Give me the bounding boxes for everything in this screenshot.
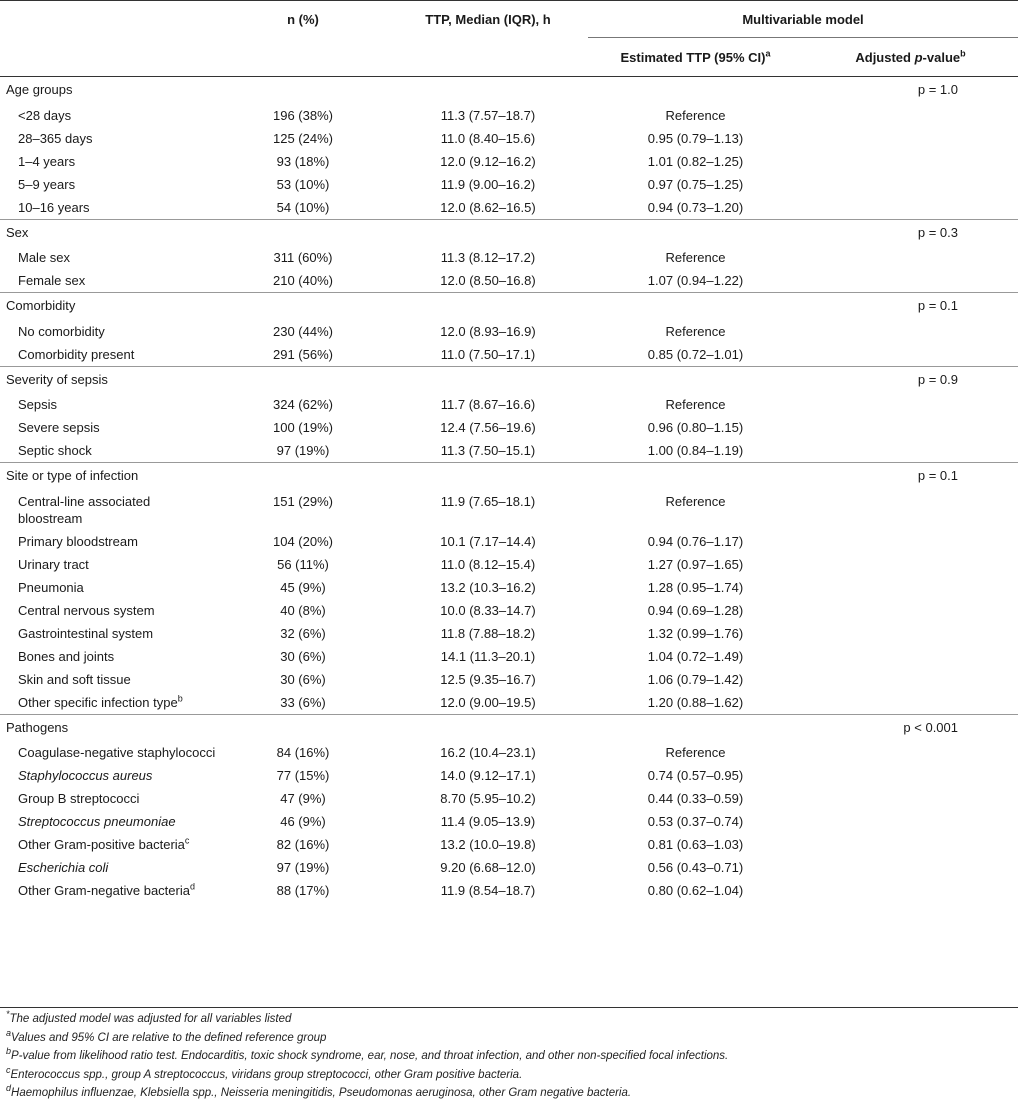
count-percent: 100 (19%) [273, 420, 333, 435]
table-row [0, 691, 1018, 715]
count-percent: 84 (16%) [276, 745, 330, 760]
row-label: Comorbidity present [18, 346, 135, 362]
category-label: Severity of sepsis [6, 371, 108, 387]
footnote: $^b$P-value from likelihood ratio test. Endocarditis, toxic shock syndrome, ear, nose, and throat infection, and other non-specified focal infections. [6, 1046, 729, 1062]
ttp-median: 9.20 (6.68–12.0) [440, 860, 536, 875]
estimated-ttp: 1.06 (0.79–1.42) [647, 671, 744, 687]
category-label: Age groups [6, 82, 73, 97]
estimated-ttp: Reference [665, 745, 726, 760]
ttp-median: 8.70 (5.95–10.2) [440, 791, 536, 806]
adjusted-p-value: p = 0.3 [917, 224, 958, 240]
estimated-ttp: 1.01 (0.82–1.25) [647, 153, 744, 169]
row-label: Gastrointestinal system [18, 625, 154, 641]
row-label: Septic shock [18, 443, 92, 458]
estimated-ttp: 1.07 (0.94–1.22) [647, 273, 744, 288]
count-percent: 125 (24%) [273, 130, 333, 146]
ttp-median: 11.0 (8.40–15.6) [440, 130, 536, 146]
category-row [0, 77, 1018, 104]
count-percent: 151 (29%) [273, 493, 333, 509]
ttp-median: 12.5 (9.35–16.7) [440, 671, 536, 687]
footnote: $^d$Haemophilus influenzae, Klebsiella spp., Neisseria meningitidis, Pseudomonas aeruginosa, other Gram negative bacteria. [6, 1083, 632, 1099]
ttp-median: 14.0 (9.12–17.1) [440, 768, 536, 783]
estimated-ttp: 1.20 (0.88–1.62) [647, 694, 744, 710]
count-percent: 47 (9%) [280, 791, 326, 806]
row-label: Escherichia coli [18, 860, 109, 875]
row-label: Sepsis [18, 397, 58, 412]
table-row [0, 320, 1018, 343]
adjusted-p-value: p < 0.001 [903, 719, 958, 735]
count-percent: 82 (16%) [276, 837, 330, 852]
row-label: Primary bloodstream [18, 533, 138, 549]
table-row [0, 553, 1018, 576]
count-percent: 33 (6%) [280, 694, 326, 710]
ttp-median: 11.3 (7.57–18.7) [440, 107, 536, 123]
count-percent: 56 (11%) [277, 556, 329, 572]
ttp-median: 14.1 (11.3–20.1) [440, 648, 536, 664]
count-percent: 93 (18%) [276, 153, 330, 169]
row-label: Staphylococcus aureus [18, 768, 153, 783]
ttp-median: 12.0 (8.93–16.9) [440, 323, 536, 339]
estimated-ttp: 1.27 (0.97–1.65) [647, 556, 744, 572]
row-label: Female sex [18, 273, 86, 288]
row-label: 28–365 days [18, 130, 93, 146]
table-row [0, 622, 1018, 645]
row-label: Other Gram-negative bacteria$^d$ [18, 881, 195, 898]
count-percent: 210 (40%) [273, 273, 333, 288]
ttp-median: 11.3 (8.12–17.2) [440, 250, 536, 265]
ttp-median: 11.9 (9.00–16.2) [440, 176, 536, 192]
table-row [0, 645, 1018, 668]
row-label: Male sex [18, 250, 71, 265]
estimated-ttp: 0.81 (0.63–1.03) [647, 837, 744, 852]
adjusted-p-value: p = 1.0 [917, 82, 958, 97]
ttp-median: 11.0 (7.50–17.1) [440, 346, 536, 362]
table-header [0, 1, 1018, 77]
table-row [0, 741, 1018, 764]
ttp-median: 11.0 (8.12–15.4) [440, 556, 536, 572]
row-label: No comorbidity [18, 323, 105, 339]
estimated-ttp: Reference [665, 250, 726, 265]
header-multivariable: Multivariable model [588, 1, 1018, 38]
header-adjusted-p: Adjusted p-value$^b$ [855, 48, 966, 65]
ttp-median: 11.7 (8.67–16.6) [440, 397, 536, 412]
row-label: Skin and soft tissue [18, 671, 131, 687]
category-label: Sex [6, 224, 29, 240]
table-row [0, 196, 1018, 220]
adjusted-p-value: p = 0.9 [917, 371, 958, 387]
count-percent: 53 (10%) [276, 176, 330, 192]
table-row [0, 530, 1018, 553]
table-row [0, 856, 1018, 879]
footnote: $^c$Enterococcus spp., group A streptococcus, viridans group streptococci, other Gram positive bacteria. [6, 1064, 523, 1081]
estimated-ttp: Reference [665, 493, 726, 509]
ttp-median: 11.3 (7.50–15.1) [440, 443, 536, 458]
table-row [0, 787, 1018, 810]
table-row [0, 490, 1018, 530]
row-label: Other specific infection type$^b$ [18, 693, 183, 710]
category-label: Comorbidity [6, 298, 76, 313]
row-label: Coagulase-negative staphylococci [18, 745, 216, 760]
count-percent: 196 (38%) [273, 107, 333, 123]
count-percent: 97 (19%) [276, 860, 330, 875]
header-estimated-ttp: Estimated TTP (95% CI)$^a$ [620, 48, 771, 65]
table-row [0, 269, 1018, 293]
estimated-ttp: 0.94 (0.76–1.17) [647, 533, 744, 549]
category-row [0, 293, 1018, 320]
count-percent: 88 (17%) [276, 883, 330, 898]
ttp-median: 12.0 (9.00–19.5) [440, 694, 536, 710]
table-row [0, 173, 1018, 196]
count-percent: 40 (8%) [280, 602, 326, 618]
table-row [0, 416, 1018, 439]
ttp-median: 12.4 (7.56–19.6) [440, 420, 536, 435]
table-row [0, 104, 1018, 127]
count-percent: 32 (6%) [280, 625, 326, 641]
footnotes [0, 1007, 1018, 1103]
category-row [0, 366, 1018, 393]
table-row [0, 668, 1018, 691]
ttp-median: 10.0 (8.33–14.7) [440, 602, 536, 618]
row-label: 10–16 years [18, 199, 90, 215]
table-row [0, 343, 1018, 367]
count-percent: 311 (60%) [273, 250, 333, 265]
ttp-median: 13.2 (10.0–19.8) [440, 837, 536, 852]
estimated-ttp: Reference [665, 107, 726, 123]
category-row [0, 219, 1018, 246]
table-row [0, 439, 1018, 463]
estimated-ttp: 0.74 (0.57–0.95) [647, 768, 744, 783]
estimated-ttp: 0.94 (0.73–1.20) [647, 199, 744, 215]
table-row [0, 246, 1018, 269]
category-row [0, 714, 1018, 741]
estimated-ttp: 0.95 (0.79–1.13) [647, 130, 744, 146]
estimated-ttp: 0.80 (0.62–1.04) [647, 883, 744, 898]
ttp-median: 16.2 (10.4–23.1) [440, 745, 536, 760]
table-row [0, 576, 1018, 599]
count-percent: 291 (56%) [273, 346, 333, 362]
table-row [0, 599, 1018, 622]
ttp-median: 11.9 (7.65–18.1) [440, 493, 536, 509]
ttp-median: 10.1 (7.17–14.4) [440, 533, 536, 549]
row-label: Severe sepsis [18, 420, 100, 435]
table-row [0, 764, 1018, 787]
table-row [0, 393, 1018, 416]
table-row [0, 127, 1018, 150]
count-percent: 230 (44%) [273, 323, 333, 339]
count-percent: 30 (6%) [280, 671, 326, 687]
row-label: 1–4 years [18, 153, 76, 169]
table-row [0, 879, 1018, 902]
category-label: Site or type of infection [6, 468, 139, 483]
estimated-ttp: 1.32 (0.99–1.76) [647, 625, 744, 641]
footnote: *The adjusted model was adjusted for all variables listed [6, 1009, 292, 1025]
header-n: n (%) [287, 11, 319, 27]
table-row [0, 833, 1018, 856]
table-row [0, 810, 1018, 833]
row-label: Pneumonia [18, 579, 84, 595]
ttp-median: 13.2 (10.3–16.2) [440, 579, 536, 595]
ttp-median: 12.0 (8.50–16.8) [440, 273, 536, 288]
row-label: Group B streptococci [18, 791, 140, 806]
row-label: <28 days [18, 107, 72, 123]
row-label: Central-line associated bloostream [18, 493, 151, 526]
estimated-ttp: 0.96 (0.80–1.15) [647, 420, 744, 435]
adjusted-p-value: p = 0.1 [917, 468, 958, 483]
estimated-ttp: 0.85 (0.72–1.01) [647, 346, 744, 362]
row-label: Other Gram-positive bacteria$^c$ [18, 835, 190, 852]
estimated-ttp: 0.56 (0.43–0.71) [647, 860, 744, 875]
ttp-median: 11.8 (7.88–18.2) [440, 625, 536, 641]
estimated-ttp: Reference [665, 397, 726, 412]
ttp-median: 12.0 (8.62–16.5) [440, 199, 536, 215]
row-label: Urinary tract [18, 556, 89, 572]
ttp-median: 11.9 (8.54–18.7) [440, 883, 536, 898]
estimated-ttp: 1.04 (0.72–1.49) [647, 648, 744, 664]
estimated-ttp: Reference [665, 323, 726, 339]
row-label: Central nervous system [18, 602, 155, 618]
table-body [0, 77, 1018, 903]
count-percent: 324 (62%) [273, 397, 333, 412]
estimated-ttp: 0.44 (0.33–0.59) [647, 791, 744, 806]
estimated-ttp: 0.94 (0.69–1.28) [647, 602, 744, 618]
row-label: Bones and joints [18, 648, 115, 664]
estimated-ttp: 1.28 (0.95–1.74) [647, 579, 744, 595]
adjusted-p-value: p = 0.1 [917, 298, 958, 313]
count-percent: 77 (15%) [276, 768, 330, 783]
row-label: Streptococcus pneumoniae [18, 814, 176, 829]
category-row [0, 463, 1018, 490]
row-label: 5–9 years [18, 176, 76, 192]
count-percent: 30 (6%) [280, 648, 326, 664]
count-percent: 104 (20%) [273, 533, 333, 549]
category-label: Pathogens [6, 719, 69, 735]
header-ttp: TTP, Median (IQR), h [425, 11, 551, 27]
count-percent: 45 (9%) [280, 579, 326, 595]
ttp-median: 11.4 (9.05–13.9) [440, 814, 536, 829]
footnote: $^a$Values and 95% CI are relative to the defined reference group [6, 1027, 327, 1044]
estimated-ttp: 0.53 (0.37–0.74) [647, 814, 744, 829]
estimated-ttp: 0.97 (0.75–1.25) [647, 176, 744, 192]
table-row [0, 150, 1018, 173]
count-percent: 46 (9%) [280, 814, 326, 829]
ttp-median: 12.0 (9.12–16.2) [440, 153, 536, 169]
count-percent: 97 (19%) [276, 443, 330, 458]
count-percent: 54 (10%) [276, 199, 330, 215]
estimated-ttp: 1.00 (0.84–1.19) [647, 443, 744, 458]
